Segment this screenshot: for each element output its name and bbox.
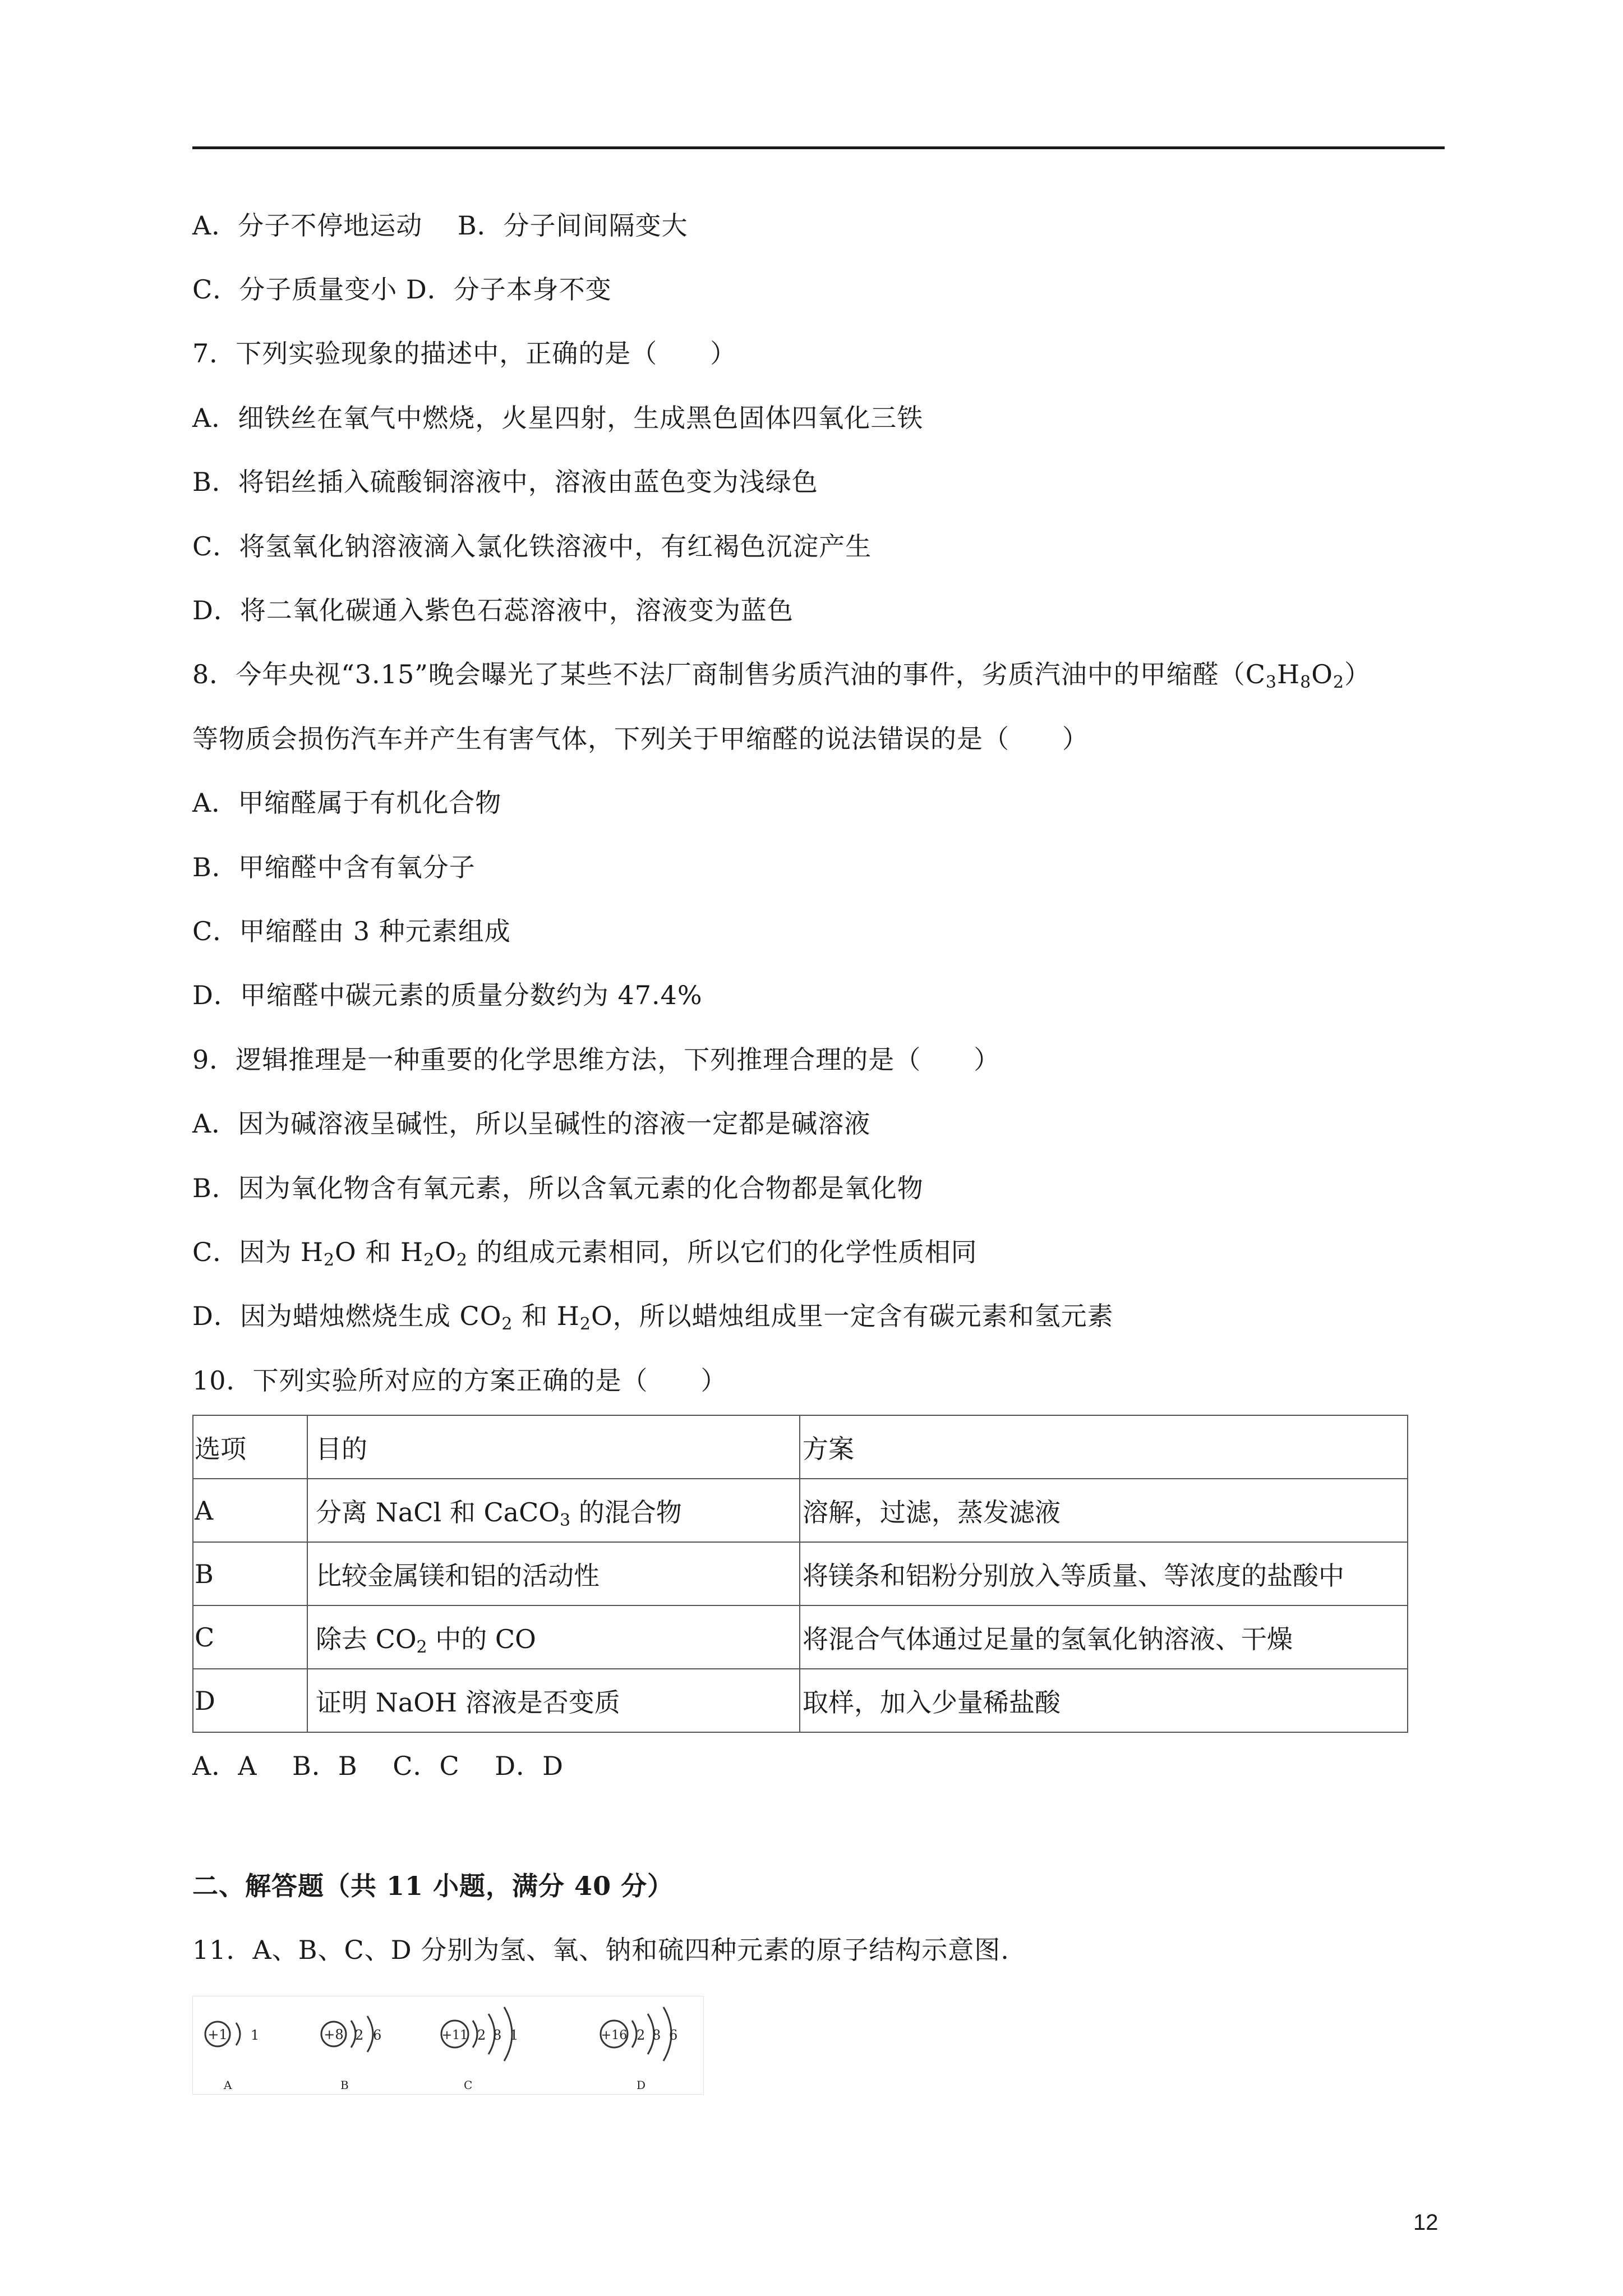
q9-option-c: C．因为 $H_2O$ 和 $H_2O_2$ 的组成元素相同，所以它们的化学性质相同	[192, 1237, 978, 1270]
atomic-structure-diagrams	[192, 1996, 704, 2095]
shell-electron-count: 2	[637, 2027, 645, 2043]
table-cell-plan: 将镁条和铝粉分别放入等质量、等浓度的盐酸中	[800, 1542, 1408, 1605]
q8-option-a: A．甲缩醛属于有机化合物	[192, 788, 502, 818]
table-cell-option: B	[193, 1542, 307, 1605]
q7-option-b: B．将铝丝插入硫酸铜溶液中，溶液由蓝色变为浅绿色	[192, 467, 818, 497]
question-7: 7．下列实验现象的描述中，正确的是（ ）	[192, 338, 737, 369]
table-row	[193, 1542, 1408, 1605]
shell-electron-count: 8	[493, 2027, 502, 2043]
table-row	[193, 1479, 1408, 1542]
table-cell-plan: 将混合气体通过足量的氢氧化钠溶液、干燥	[800, 1605, 1408, 1669]
shell-electron-count: 1	[510, 2027, 519, 2043]
q9-option-d: D．因为蜡烛燃烧生成 $CO_2$ 和 $H_2O$，所以蜡烛组成里一定含有碳元素和氢元素	[192, 1301, 1114, 1334]
q7-option-d: D．将二氧化碳通入紫色石蕊溶液中，溶液变为蓝色	[192, 595, 794, 625]
q6-options-cd: C．分子质量变小 D．分子本身不变	[192, 274, 612, 305]
q10-options-table	[192, 1415, 1408, 1733]
table-cell-plan: 取样，加入少量稀盐酸	[800, 1669, 1408, 1732]
question-8-line2: 等物质会损伤汽车并产生有害气体，下列关于甲缩醛的说法错误的是（ ）	[192, 724, 1089, 754]
question-9: 9．逻辑推理是一种重要的化学思维方法，下列推理合理的是（ ）	[192, 1045, 1000, 1075]
table-header-cell: 方案	[800, 1415, 1408, 1479]
q9-option-b: B．因为氧化物含有氧元素，所以含氧元素的化合物都是氧化物	[192, 1173, 924, 1203]
table-row	[193, 1605, 1408, 1669]
shell-electron-count: 2	[355, 2027, 364, 2043]
shell-electron-count: 1	[251, 2027, 260, 2043]
q6-options-ab: A．分子不停地运动 B．分子间间隔变大	[192, 210, 688, 241]
table-cell-option: A	[193, 1479, 307, 1542]
q8-option-c: C．甲缩醛由 3 种元素组成	[192, 916, 511, 946]
table-cell-plan: 溶解，过滤，蒸发滤液	[800, 1479, 1408, 1542]
shell-electron-count: 2	[477, 2027, 486, 2043]
section-2-heading: 二、解答题（共 11 小题，满分 40 分）	[192, 1871, 674, 1901]
q10-answer-options: A．A B．B C．C D．D	[192, 1751, 564, 1781]
nucleus-charge: +1	[208, 2027, 228, 2042]
question-11: 11．A、B、C、D 分别为氢、氧、钠和硫四种元素的原子结构示意图.	[192, 1935, 1009, 1965]
atom-label: D	[637, 2078, 646, 2092]
q8-option-d: D．甲缩醛中碳元素的质量分数约为 47.4%	[192, 980, 703, 1010]
table-header-cell: 选项	[193, 1415, 307, 1479]
shell-electron-count: 6	[669, 2027, 678, 2043]
shell-electron-count: 6	[373, 2027, 382, 2043]
nucleus-charge: +11	[441, 2028, 468, 2042]
q9-option-a: A．因为碱溶液呈碱性，所以呈碱性的溶液一定都是碱溶液	[192, 1108, 871, 1139]
shell-electron-count: 8	[652, 2027, 661, 2043]
nucleus-charge: +8	[324, 2027, 344, 2042]
nucleus-charge: +16	[601, 2028, 628, 2042]
q7-option-a: A．细铁丝在氧气中燃烧，火星四射，生成黑色固体四氧化三铁	[192, 403, 924, 433]
table-cell-goal: 分离 NaCl 和 CaCO$_3$ 的混合物	[307, 1479, 800, 1542]
q8-option-b: B．甲缩醛中含有氧分子	[192, 852, 476, 882]
table-header-row	[193, 1415, 1408, 1479]
question-10: 10．下列实验所对应的方案正确的是（ ）	[192, 1365, 727, 1396]
table-row	[193, 1669, 1408, 1732]
table-cell-goal: 比较金属镁和铝的活动性	[307, 1542, 800, 1605]
atom-label: A	[224, 2078, 232, 2092]
table-header-cell: 目的	[307, 1415, 800, 1479]
header-rule	[192, 146, 1445, 149]
table-cell-goal: 除去 $CO_2$ 中的 CO	[307, 1605, 800, 1669]
atom-label: B	[340, 2078, 349, 2092]
table-cell-option: D	[193, 1669, 307, 1732]
page-number: 12	[1413, 2210, 1438, 2235]
atom-label: C	[464, 2078, 473, 2092]
question-8-line1: 8．今年央视“3.15”晚会曝光了某些不法厂商制售劣质汽油的事件，劣质汽油中的甲缩醛$(C_3H_8O_2)$	[192, 659, 1371, 692]
q7-option-c: C．将氢氧化钠溶液滴入氯化铁溶液中，有红褐色沉淀产生	[192, 531, 872, 562]
table-cell-goal: 证明 NaOH 溶液是否变质	[307, 1669, 800, 1732]
table-cell-option: C	[193, 1605, 307, 1669]
